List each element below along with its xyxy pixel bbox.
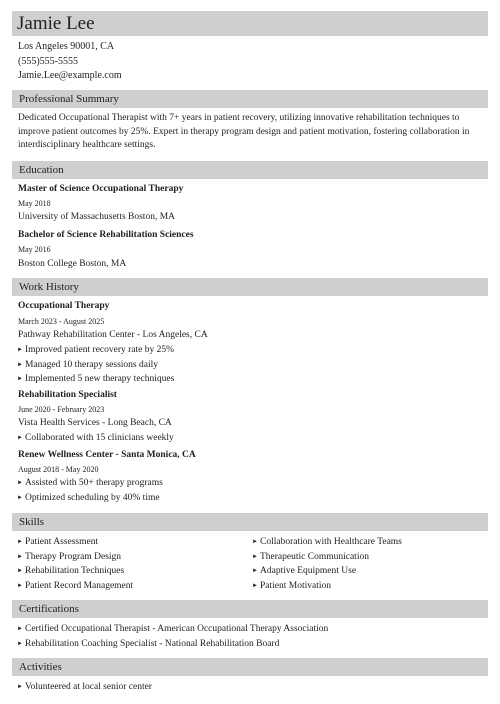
bullet-icon: ► bbox=[17, 539, 23, 545]
work-title: Work History bbox=[19, 281, 79, 293]
list-item: ► Patient Motivation bbox=[252, 579, 402, 594]
certifications-title: Certifications bbox=[19, 603, 79, 615]
edu-date-1: May 2018 bbox=[18, 199, 51, 208]
job-role-2: Rehabilitation Specialist bbox=[18, 390, 117, 400]
list-item: ► Volunteered at local senior center bbox=[17, 680, 152, 695]
bullet-icon: ► bbox=[17, 361, 23, 368]
job-bullets-2 bbox=[17, 431, 174, 446]
job-bullets-1 bbox=[17, 343, 174, 387]
job-dates-2: June 2020 - February 2023 bbox=[18, 405, 105, 414]
edu-school-1: University of Massachusetts Boston, MA bbox=[18, 212, 176, 222]
list-item: ► Implemented 5 new therapy techniques bbox=[17, 372, 174, 387]
list-item: ► Patient Record Management bbox=[17, 579, 133, 594]
candidate-name: Jamie Lee bbox=[17, 12, 95, 34]
list-item: ► Improved patient recovery rate by 25% bbox=[17, 343, 174, 358]
bullet-icon: ► bbox=[17, 684, 23, 690]
skills-left bbox=[17, 535, 133, 593]
edu-degree-1: Master of Science Occupational Therapy bbox=[18, 184, 184, 194]
certifications-list bbox=[17, 622, 328, 651]
bullet-icon: ► bbox=[17, 376, 23, 382]
certifications-header bbox=[12, 600, 488, 618]
bullet-icon: ► bbox=[17, 640, 23, 647]
edu-degree-2: Bachelor of Science Rehabilitation Sciences bbox=[18, 230, 194, 240]
activities-list bbox=[17, 680, 152, 695]
education-header bbox=[12, 161, 488, 179]
list-item: ► Collaboration with Healthcare Teams bbox=[252, 535, 402, 550]
email: Jamie.Lee@example.com bbox=[18, 70, 122, 81]
edu-school-2: Boston College Boston, MA bbox=[18, 259, 127, 269]
list-item: ► Optimized scheduling by 40% time bbox=[17, 491, 163, 506]
contact-info bbox=[18, 40, 122, 84]
list-item: ► Patient Assessment bbox=[17, 535, 133, 550]
bullet-icon: ► bbox=[17, 435, 23, 441]
work-header bbox=[12, 278, 488, 296]
bullet-icon: ► bbox=[17, 553, 23, 560]
bullet-icon: ► bbox=[17, 582, 23, 589]
education-title: Education bbox=[19, 164, 64, 176]
list-item: ► Collaborated with 15 clinicians weekly bbox=[17, 431, 174, 446]
job-company-2: Vista Health Services - Long Beach, CA bbox=[18, 418, 172, 428]
list-item: ► Certified Occupational Therapist - American Occupational Therapy Association bbox=[17, 622, 328, 637]
summary-title: Professional Summary bbox=[19, 93, 119, 105]
job-bullets-3 bbox=[17, 476, 163, 505]
list-item: ► Managed 10 therapy sessions daily bbox=[17, 358, 174, 373]
activities-header bbox=[12, 658, 488, 676]
bullet-icon: ► bbox=[17, 568, 23, 574]
skills-header bbox=[12, 513, 488, 531]
bullet-icon: ► bbox=[252, 539, 258, 545]
bullet-icon: ► bbox=[17, 626, 23, 632]
list-item: ► Adaptive Equipment Use bbox=[252, 564, 402, 579]
list-item: ► Therapeutic Communication bbox=[252, 550, 402, 565]
edu-date-2: May 2016 bbox=[18, 245, 51, 254]
phone: (555)555-5555 bbox=[18, 55, 78, 67]
name-header bbox=[12, 11, 488, 36]
job-dates-3: August 2018 - May 2020 bbox=[18, 465, 99, 474]
summary-header bbox=[12, 90, 488, 108]
bullet-icon: ► bbox=[17, 480, 23, 486]
activities-title: Activities bbox=[19, 661, 62, 673]
list-item: ► Therapy Program Design bbox=[17, 550, 133, 565]
job-company-1: Pathway Rehabilitation Center - Los Angeles, CA bbox=[18, 330, 208, 340]
list-item: ► Rehabilitation Techniques bbox=[17, 564, 133, 579]
skills-title: Skills bbox=[19, 516, 45, 528]
address: Los Angeles 90001, CA bbox=[18, 41, 115, 52]
summary-text: Dedicated Occupational Therapist with 7+ years in patient recovery, utilizing innovative rehabilitation techniques to improve patient outcomes by 25%. Expert in therapy program design and patient motivation, fostering collaboration in interdisciplinary healthcare settings. bbox=[18, 113, 470, 150]
job-dates-1: March 2023 - August 2025 bbox=[18, 317, 105, 326]
skills-right bbox=[252, 535, 402, 593]
job-role-3: Renew Wellness Center - Santa Monica, CA bbox=[18, 450, 196, 460]
bullet-icon: ► bbox=[17, 494, 23, 501]
job-role-1: Occupational Therapy bbox=[18, 301, 110, 311]
bullet-icon: ► bbox=[17, 347, 23, 353]
bullet-icon: ► bbox=[252, 568, 258, 574]
list-item: ► Rehabilitation Coaching Specialist - National Rehabilitation Board bbox=[17, 637, 328, 652]
bullet-icon: ► bbox=[252, 582, 258, 589]
list-item: ► Assisted with 50+ therapy programs bbox=[17, 476, 163, 491]
bullet-icon: ► bbox=[252, 553, 258, 560]
